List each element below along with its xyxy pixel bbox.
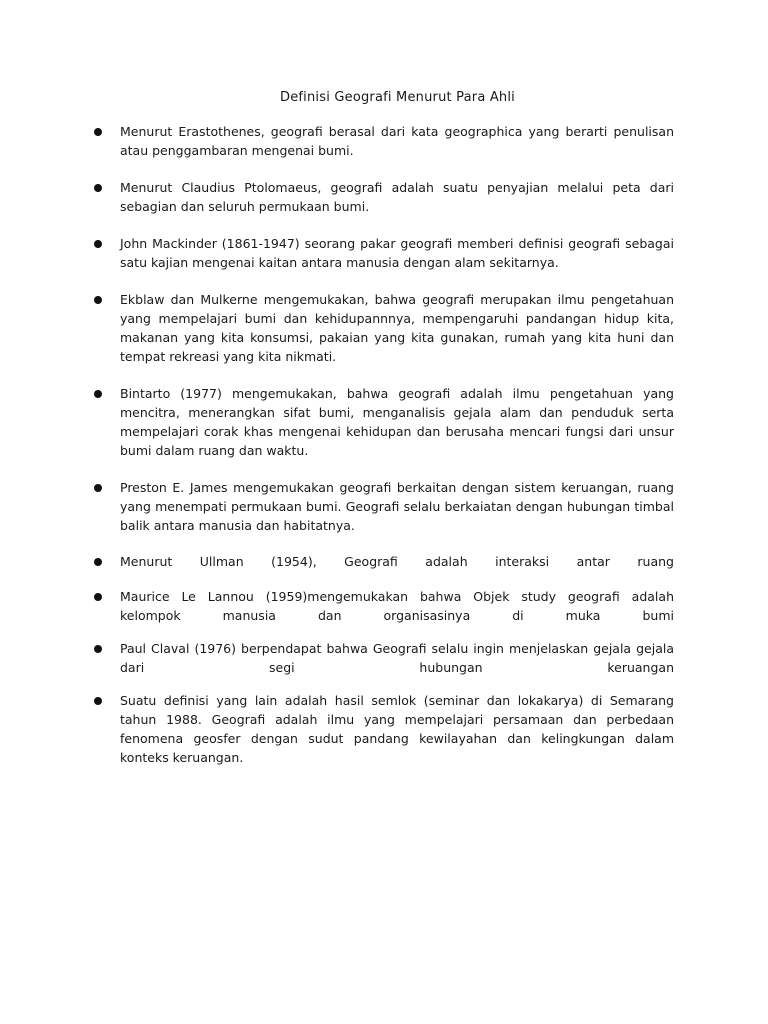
bullet-icon (94, 296, 102, 304)
bullet-icon (94, 390, 102, 398)
list-item (91, 290, 674, 366)
list-item (91, 587, 674, 625)
list-item-text: Paul Claval (1976) berpendapat bahwa Geografi selalu ingin menjelaskan gejala gejala dari segi hubungan keruangan (120, 641, 674, 675)
list-item (91, 178, 674, 216)
list-item (91, 552, 674, 571)
bullet-icon (94, 128, 102, 136)
list-item (91, 639, 674, 677)
list-item-text: Menurut Claudius Ptolomaeus, geografi adalah suatu penyajian melalui peta dari sebagian dan seluruh permukaan bumi. (120, 180, 674, 214)
bullet-icon (94, 184, 102, 192)
bullet-icon (94, 593, 102, 601)
list-item-text: Menurut Erastothenes, geografi berasal dari kata geographica yang berarti penulisan atau penggambaran mengenai bumi. (120, 124, 674, 158)
list-item-text: Bintarto (1977) mengemukakan, bahwa geografi adalah ilmu pengetahuan yang mencitra, menerangkan sifat bumi, menganalisis gejala alam dan penduduk serta mempelajari corak khas mengenai kehidupan dan berusaha mencari fungsi dari unsur bumi dalam ruang dan waktu. (120, 386, 674, 458)
list-item-text: Maurice Le Lannou (1959)mengemukakan bahwa Objek study geografi adalah kelompok manusia dan organisasinya di muka bumi (120, 589, 674, 623)
list-item-text: John Mackinder (1861-1947) seorang pakar geografi memberi definisi geografi sebagai satu kajian mengenai kaitan antara manusia dengan alam sekitarnya. (120, 236, 674, 270)
list-item (91, 691, 674, 767)
list-item (91, 122, 674, 160)
list-item (91, 384, 674, 460)
definition-list (91, 122, 674, 767)
list-item-text: Ekblaw dan Mulkerne mengemukakan, bahwa geografi merupakan ilmu pengetahuan yang mempelajari bumi dan kehidupannnya, mempengaruhi pandangan hidup kita, makanan yang kita konsumsi, pakaian yang kita gunakan, rumah yang kita huni dan tempat rekreasi yang kita nikmati. (120, 292, 674, 364)
bullet-icon (94, 558, 102, 566)
list-item (91, 234, 674, 272)
list-item-text: Preston E. James mengemukakan geografi berkaitan dengan sistem keruangan, ruang yang menempati permukaan bumi. Geografi selalu berkaiatan dengan hubungan timbal balik antara manusia dan habitatnya. (120, 480, 674, 533)
list-item-text: Suatu definisi yang lain adalah hasil semlok (seminar dan lokakarya) di Semarang tahun 1988. Geografi adalah ilmu yang mempelajari persamaan dan perbedaan fenomena geosfer dengan sudut pandang kewilayahan dan kelingkungan dalam konteks keruangan. (120, 693, 674, 765)
list-item (91, 478, 674, 535)
bullet-icon (94, 645, 102, 653)
bullet-icon (94, 240, 102, 248)
bullet-icon (94, 484, 102, 492)
document-title: Definisi Geografi Menurut Para Ahli (279, 90, 515, 105)
bullet-icon (94, 697, 102, 705)
list-item-text: Menurut Ullman (1954), Geografi adalah interaksi antar ruang (120, 554, 674, 569)
